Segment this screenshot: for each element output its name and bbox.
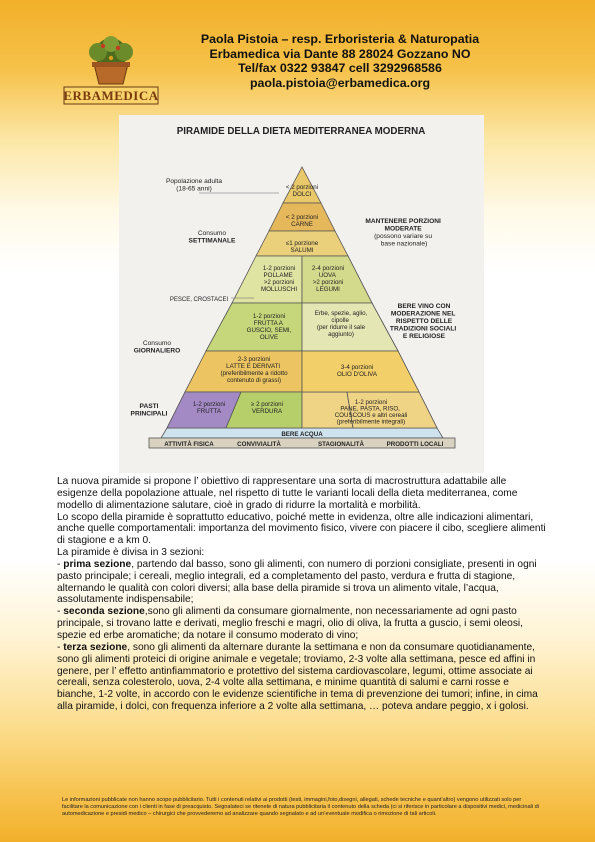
section-one: - prima sezione, partendo dal basso, sono gli alimenti, con numero di porzioni consigliate, presenti in ogni pasto principale; i cereali, meglio integrali, ed a completamento del pasto, verdura e frutta di stagione, alternando le qualità con colori diversi; alla base della piramide si trova un alimento vitale, l’acqua, assolutamente indispensabile; — [57, 558, 537, 606]
header-name: Paola Pistoia – resp. Erboristeria & Naturopatia — [200, 32, 480, 46]
label-weekly: Consumo SETTIMANALE — [188, 230, 236, 245]
base-activity: ATTIVITÀ FISICA — [164, 441, 214, 448]
section-two-text: ,sono gli alimenti da consumare giornalmente, non necessariamente ad ogni pasto principale, si trovano latte e derivati, meglio freschi e magri, olio di oliva, la frutta a guscio, i semi oleosi, spezie ed erbe aromatiche; da notare il consumo moderato di vino; — [57, 606, 524, 641]
label-water: BERE ACQUA — [281, 431, 323, 438]
pyramid-title: PIRAMIDE DELLA DIETA MEDITERRANEA MODERNA — [176, 126, 426, 137]
base-local: PRODOTTI LOCALI — [386, 441, 444, 448]
erbamedica-logo — [56, 34, 166, 108]
section-three-text: , sono gli alimenti da alternare durante la settimana e non da consumare quotidianamente, sono gli alimenti proteici di origine animale e vegetale; troviamo, 2-3 volte alla settimana, pesce ed affini in genere, per l’ effetto antinfiammatorio e protettivo del sistema cardiovascolare, legumi, ottime associate ai cereali, senza colesterolo, uova, 2-4 volte alla settimana, e minime quantità di salumi e carni rosse e bianche, 1-2 volte, in accordo con le evidenze scientifiche in tema di prevenzione dei tumori; infine, in cima alla piramide, i dolci, con frequenza inferiore a 2 volte alla settimana, … poteva andare peggio, x i golosi. — [57, 641, 538, 713]
article-body — [57, 476, 547, 713]
label-dairy: 2-3 porzioni LATTE E DERIVATI (preferibilmente a ridotto contenuto di grassi) — [220, 356, 288, 384]
label-sweets: < 2 porzioni DOLCI — [285, 184, 319, 198]
sections-intro: La piramide è divisa in 3 sezioni: — [57, 547, 205, 559]
section-three: - terza sezione, sono gli alimenti da alternare durante la settimana e non da consumare quotidianamente, sono gli alimenti proteici di origine animale e vegetale; troviamo, 2-3 volte alla settimana, pesce ed affini in genere, per l’ effetto antinfiammatorio e protettivo del sistema cardiovascolare, legumi, ottime associate ai cereali, senza colesterolo, uova, 2-4 volte alla settimana, e minime quantità di salumi e carni rosse e bianche, 1-2 volte, in accordo con le evidenze scientifiche in tema di prevenzione dei tumori; infine, in cima alla piramide, i dolci, con frequenza inferiore a 2 volte alla settimana, … poteva andare peggio, x i golosi. — [57, 641, 538, 713]
label-fruits: 1-2 porzioni FRUTTA — [192, 401, 226, 415]
header-email[interactable]: paola.pistoia@erbamedica.org — [249, 75, 431, 90]
disclaimer-footer: Le informazioni pubblicate non hanno scopo pubblicitario. Tutti i contenuti relativi ai prodotti (testi, immagini,foto,disegni, allegati, schede tecniche e quant’altro) vengono utilizzati solo per facilitare la comunicazione con i clienti in fase di preacquisto. Segnalateci se ritenete di natura pubblicitaria il contenuto della scheda (ci si riferisce in particolare a dispositivi medici, medicinali di automedicazione e presidi medico – chirurgici che provvederemo ad analizzare quando segnalato e ad un’eventuale modifica o rimozione di tali articoli. — [62, 797, 539, 817]
purpose-paragraph: Lo scopo della piramide è soprattutto educativo, poiché mette in evidenza, oltre alle indicazioni alimentari, anche quelle comportamentali: importanza del movimento fisico, vivere con piacere il cibo, scegliere alimenti di stagione e a km 0. — [57, 511, 546, 547]
label-fruit-nuts: 1-2 porzioni FRUTTA A GUSCIO, SEMI, OLIVE — [246, 313, 292, 341]
label-meals: PASTI PRINCIPALI — [130, 403, 168, 418]
herb-pot-illustration — [89, 36, 133, 84]
label-eggs: 2-4 porzioni UOVA >2 porzioni LEGUMI — [311, 265, 345, 293]
base-seasonality: STAGIONALITÀ — [318, 441, 364, 448]
pyramid-figure — [119, 115, 484, 473]
label-meat: < 2 porzioni CARNE — [285, 214, 319, 228]
section-two: - seconda sezione,sono gli alimenti da consumare giornalmente, non necessariamente ad ogni pasto principale, si trovano latte e derivati, meglio freschi e magri, olio di oliva, la frutta a guscio, i semi oleosi, spezie ed erbe aromatiche; da notare il consumo moderato di vino; — [57, 606, 524, 641]
logo-text: ERBAMEDICA — [63, 88, 159, 103]
intro-paragraph: La nuova piramide si propone l’ obiettivo di rappresentare una sorta di macrostruttura adattabile alle esigenze della popolazione attuale, nel rispetto di tutte le varianti locali della dieta mediterranea, come modello di alimentazione salutare, cioè in grado di ridurre la mortalità e morbilità. — [57, 476, 518, 511]
contact-header — [160, 32, 520, 90]
base-conviviality: CONVIVIALITÀ — [237, 441, 281, 448]
label-portions: MANTENERE PORZIONI MODERATE (possono variare su base nazionale) — [365, 218, 441, 248]
label-cured: ≤1 porzione SALUMI — [285, 240, 319, 254]
label-wine: BERE VINO CON MODERAZIONE NEL RISPETTO DELLE TRADIZIONI SOCIALI E RELIGIOSE — [389, 303, 457, 340]
label-poultry: 1-2 porzioni POLLAME >2 porzioni MOLLUSCHI — [260, 265, 298, 293]
label-herbs: Erbe, spezie, aglio, cipolle (per ridurre il sale aggiunto) — [314, 310, 368, 338]
section-one-label: prima sezione — [63, 558, 132, 570]
label-oil: 3-4 porzioni OLIO D'OLIVA — [337, 364, 377, 378]
label-cereals: 1-2 porzioni PANE, PASTA, RISO, COUSCOUS e altri cereali (preferibilmente integrali) — [334, 399, 408, 426]
section-two-label: seconda sezione — [63, 606, 145, 618]
section-one-text: , partendo dal basso, sono gli alimenti, con numero di porzioni consigliate, presenti in ogni pasto principale; i cereali, meglio integrali, ed a completamento del pasto, verdura e frutta di stagione, alternando le qualità con colori diversi; alla base della piramide si trova un alimento vitale, l’acqua, assolutamente indispensabile; — [57, 558, 537, 606]
label-population: Popolazione adulta (18-65 anni) — [165, 178, 223, 193]
label-veg: ≥ 2 porzioni VERDURA — [251, 401, 283, 415]
label-daily: Consumo GIORNALIERO — [133, 340, 181, 355]
header-phone: Tel/fax 0322 93847 cell 3292968586 — [238, 61, 442, 75]
section-three-label: terza sezione — [63, 641, 128, 653]
header-address: Erbamedica via Dante 88 28024 Gozzano NO — [209, 46, 471, 61]
label-fish: PESCE, CROSTACEI — [169, 297, 229, 303]
